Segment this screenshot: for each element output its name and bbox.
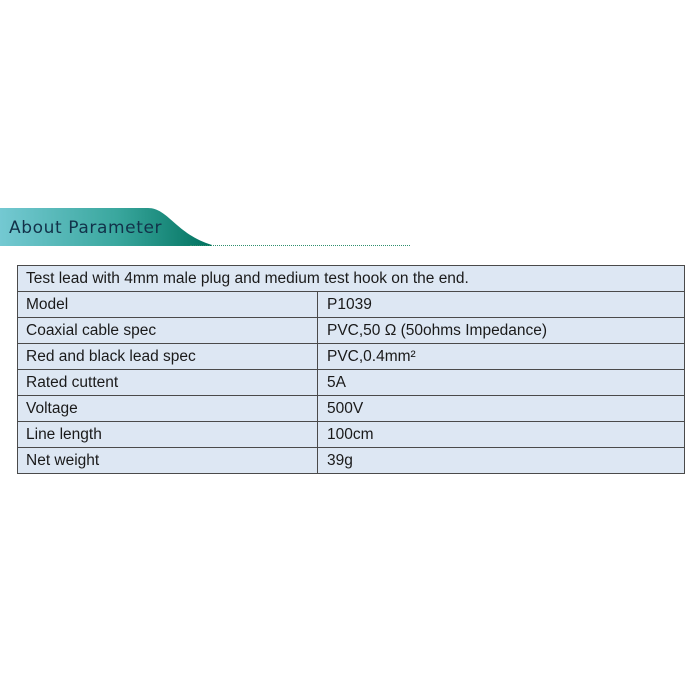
param-label: Voltage [18,396,318,422]
param-label: Net weight [18,448,318,474]
section-divider [190,245,410,246]
param-value: 5A [318,370,685,396]
param-value: PVC,0.4mm² [318,344,685,370]
param-label: Model [18,292,318,318]
param-label: Coaxial cable spec [18,318,318,344]
table-row [18,396,685,422]
table-row [18,370,685,396]
param-value: PVC,50 Ω (50ohms Impedance) [318,318,685,344]
table-row [18,422,685,448]
table-row [18,318,685,344]
param-value: 100cm [318,422,685,448]
table-row [18,292,685,318]
param-label: Line length [18,422,318,448]
param-value: 39g [318,448,685,474]
param-value: P1039 [318,292,685,318]
table-row [18,448,685,474]
table-row [18,344,685,370]
section-header [0,208,420,248]
table-caption: Test lead with 4mm male plug and medium test hook on the end. [18,266,685,292]
table-caption-row [18,266,685,292]
param-label: Red and black lead spec [18,344,318,370]
param-label: Rated cuttent [18,370,318,396]
param-value: 500V [318,396,685,422]
section-title: About Parameter [9,218,163,238]
parameter-table [17,265,685,474]
